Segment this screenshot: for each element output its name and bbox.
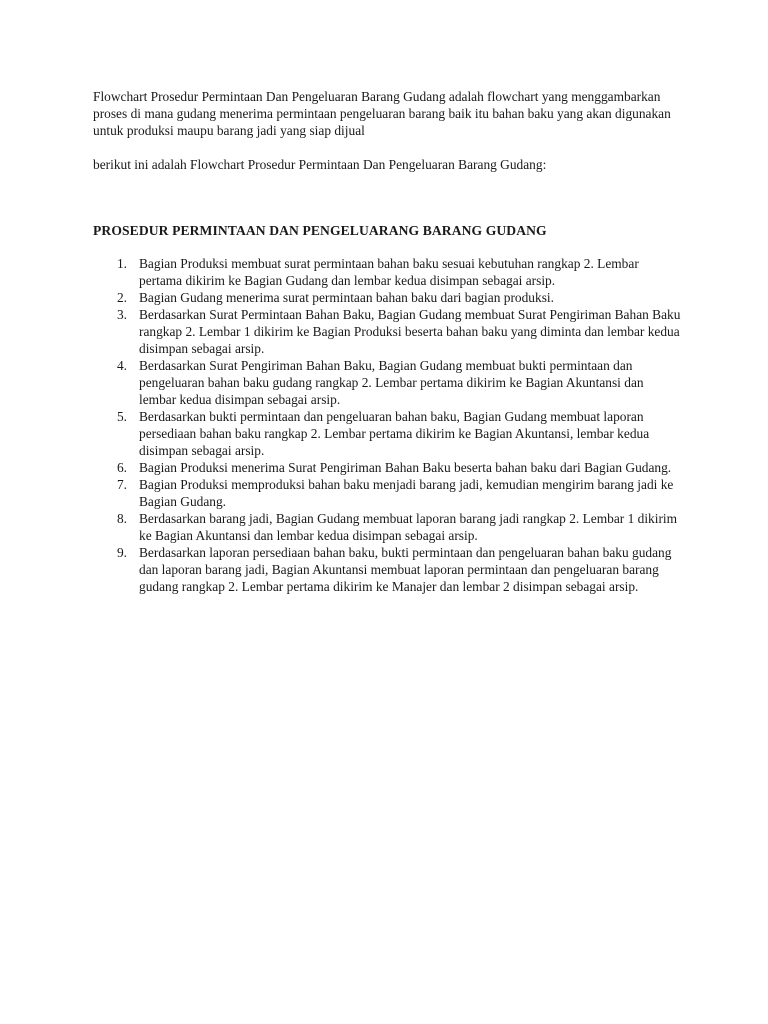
procedure-step: [93, 357, 683, 408]
procedure-step: [93, 544, 683, 595]
step-number: 7.: [116, 477, 127, 492]
step-number: 4.: [116, 358, 127, 373]
step-text: Berdasarkan Surat Pengiriman Bahan Baku, Bagian Gudang membuat bukti permintaan dan pengeluaran bahan baku gudang rangkap 2. Lembar pertama dikirim ke Bagian Akuntansi dan lembar kedua disimpan sebagai arsip.: [139, 358, 644, 407]
step-text: Berdasarkan Surat Permintaan Bahan Baku, Bagian Gudang membuat Surat Pengiriman Bahan Baku rangkap 2. Lembar 1 dikirim ke Bagian Produksi beserta bahan baku yang diminta dan lembar kedua disimpan sebagai arsip.: [139, 307, 681, 356]
procedure-step: [93, 476, 683, 510]
procedure-list: [93, 255, 683, 595]
procedure-step: [93, 510, 683, 544]
step-text: Bagian Produksi memproduksi bahan baku menjadi barang jadi, kemudian mengirim barang jadi ke Bagian Gudang.: [139, 477, 674, 509]
step-text: Berdasarkan laporan persediaan bahan baku, bukti permintaan dan pengeluaran bahan baku gudang dan laporan barang jadi, Bagian Akuntansi membuat laporan permintaan dan pengeluaran barang gudang rangkap 2. Lembar pertama dikirim ke Manajer dan lembar 2 disimpan sebagai arsip.: [139, 545, 672, 594]
intro-paragraph: Flowchart Prosedur Permintaan Dan Pengeluaran Barang Gudang adalah flowchart yang menggambarkan proses di mana gudang menerima permintaan pengeluaran barang baik itu bahan baku yang akan digunakan untuk produksi maupu barang jadi yang siap dijual: [93, 89, 671, 138]
procedure-step: [93, 459, 683, 476]
step-text: Berdasarkan bukti permintaan dan pengeluaran bahan baku, Bagian Gudang membuat laporan persediaan bahan baku rangkap 2. Lembar pertama dikirim ke Bagian Akuntansi, lembar kedua disimpan sebagai arsip.: [139, 409, 650, 458]
step-text: Bagian Gudang menerima surat permintaan bahan baku dari bagian produksi.: [139, 290, 554, 305]
step-text: Bagian Produksi menerima Surat Pengiriman Bahan Baku beserta bahan baku dari Bagian Gudang.: [139, 460, 672, 475]
procedure-heading: PROSEDUR PERMINTAAN DAN PENGELUARANG BARANG GUDANG: [93, 223, 547, 238]
procedure-step: [93, 306, 683, 357]
document-body: [93, 88, 683, 595]
step-number: 2.: [116, 290, 127, 305]
step-number: 6.: [116, 460, 127, 475]
step-text: Bagian Produksi membuat surat permintaan bahan baku sesuai kebutuhan rangkap 2. Lembar pertama dikirim ke Bagian Gudang dan lembar kedua disimpan sebagai arsip.: [139, 256, 639, 288]
step-text: Berdasarkan barang jadi, Bagian Gudang membuat laporan barang jadi rangkap 2. Lembar 1 dikirim ke Bagian Akuntansi dan lembar kedua disimpan sebagai arsip.: [139, 511, 678, 543]
step-number: 8.: [116, 511, 127, 526]
procedure-step: [93, 255, 683, 289]
lead-paragraph: berikut ini adalah Flowchart Prosedur Permintaan Dan Pengeluaran Barang Gudang:: [93, 157, 547, 172]
step-number: 9.: [116, 545, 127, 560]
step-number: 1.: [116, 256, 127, 271]
step-number: 3.: [116, 307, 127, 322]
procedure-step: [93, 408, 683, 459]
step-number: 5.: [116, 409, 127, 424]
procedure-step: [93, 289, 683, 306]
